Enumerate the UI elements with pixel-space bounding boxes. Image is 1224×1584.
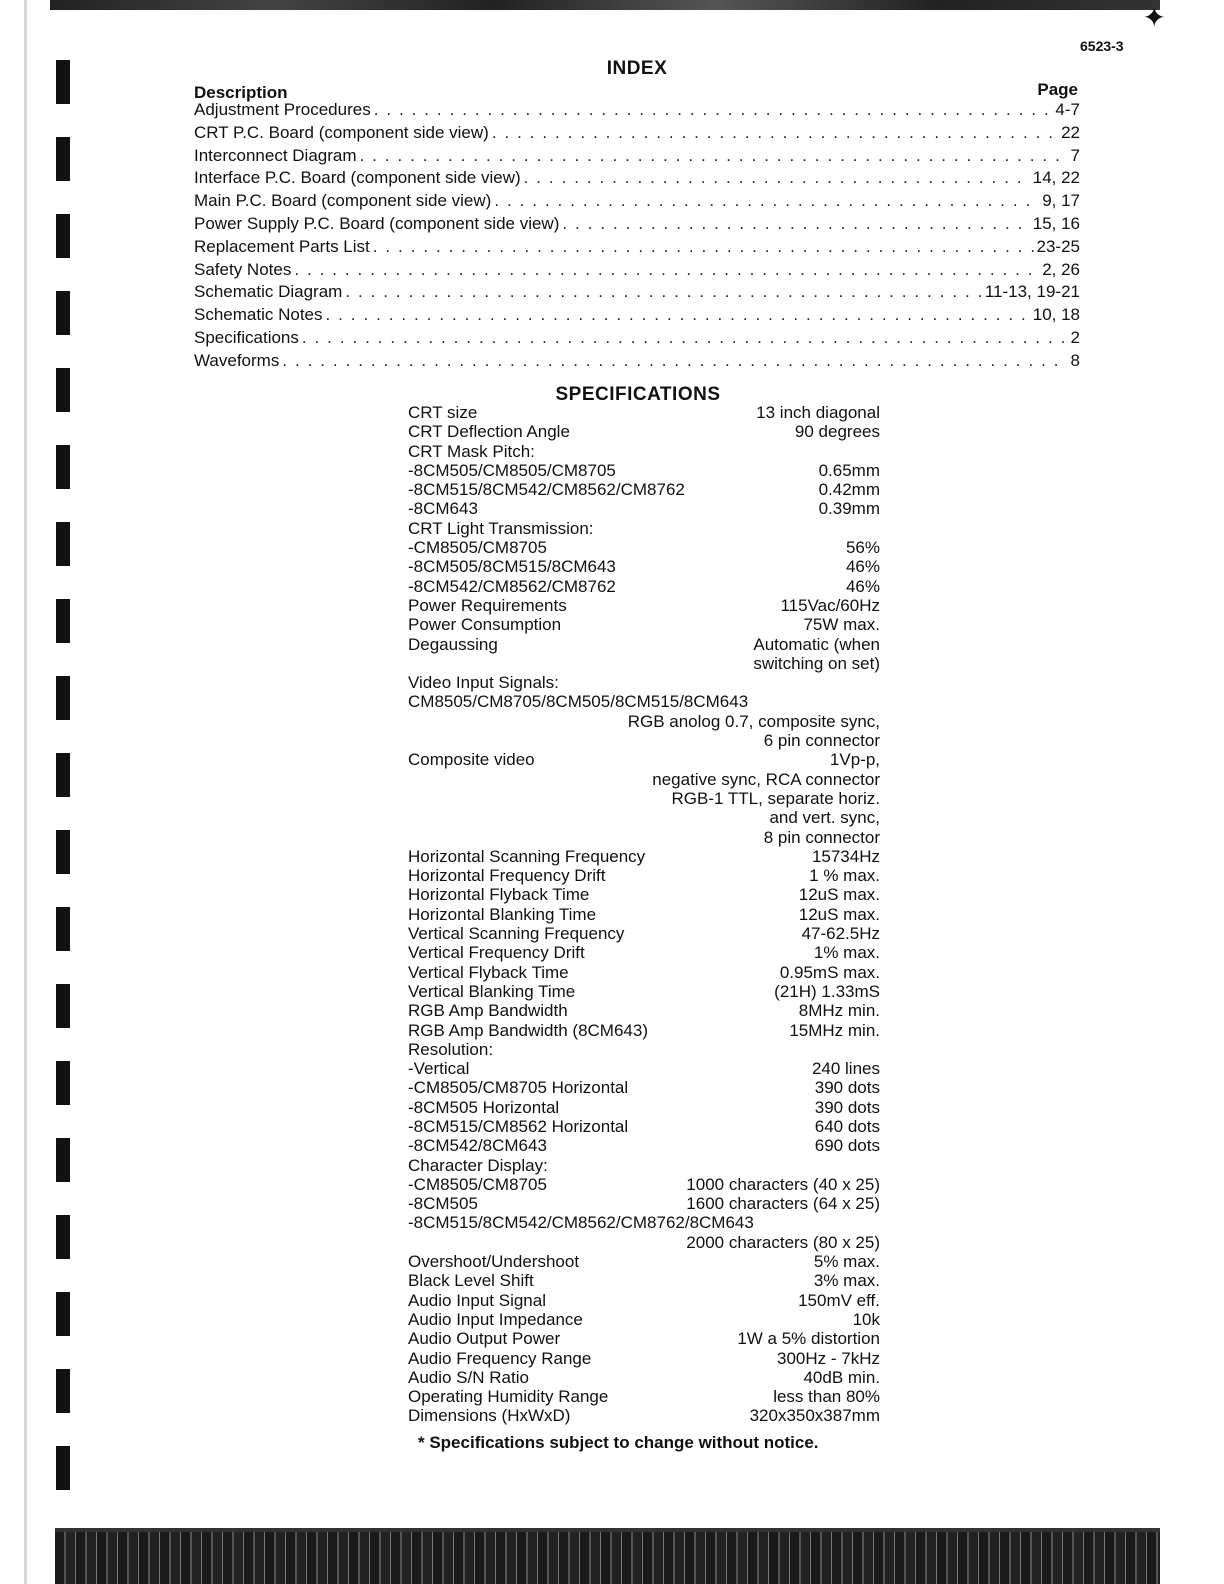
dot-leader [282,351,1067,371]
spec-label: Degaussing [408,634,498,654]
spec-value: 8MHz min. [798,1001,880,1021]
spec-value: 56% [845,538,880,558]
spec-label: -8CM542/8CM643 [408,1136,547,1156]
spec-label: Audio Input Signal [408,1290,546,1310]
spec-label: Operating Humidity Range [408,1387,609,1407]
dot-leader [326,305,1030,325]
spec-label: -CM8505/CM8705 Horizontal [408,1078,629,1098]
spec-label: Black Level Shift [408,1271,534,1291]
spec-row [408,789,880,808]
spec-label: Horizontal Flyback Time [408,885,590,905]
binding-hole [56,830,70,874]
spec-label: Composite video [408,750,535,770]
spec-label: Audio S/N Ratio [408,1367,529,1387]
spec-row [408,750,880,769]
spec-label: CRT size [408,403,478,422]
spec-row [408,808,880,827]
spec-label: Overshoot/Undershoot [408,1252,580,1272]
index-list [194,100,1080,374]
scan-bottom-edge [55,1532,1160,1584]
spec-row [408,712,880,731]
index-entry-description: Waveforms [194,350,280,370]
spec-label: Vertical Flyback Time [408,962,569,982]
index-entry [194,100,1080,123]
spec-row [408,828,880,847]
spec-value: and vert. sync, [769,808,880,828]
spec-value: RGB-1 TTL, separate horiz. [671,788,880,808]
index-entry-description: Schematic Diagram [194,282,343,302]
spec-label: -CM8505/CM8705 [408,538,547,558]
binding-hole [56,1215,70,1259]
spec-row [408,847,880,866]
spec-value: 46% [845,557,880,577]
index-entry-page: 14, 22 [1032,168,1080,188]
dot-leader [562,214,1029,234]
dot-leader [302,328,1068,348]
dot-leader [494,191,1039,211]
spec-label: Resolution: [408,1039,494,1059]
spec-row [408,538,880,557]
binding-hole [56,291,70,335]
binding-hole [56,445,70,489]
binding-hole [56,984,70,1028]
specifications-footnote: * Specifications subject to change without notice. [418,1433,819,1452]
spec-row [408,480,880,499]
spec-label: -8CM505/8CM515/8CM643 [408,557,616,577]
index-entry-page: 4-7 [1055,100,1080,119]
spec-value: 46% [845,576,880,596]
spec-row [408,461,880,480]
corner-fold-icon: ✦ [1142,2,1166,33]
spec-label: Audio Frequency Range [408,1348,592,1368]
spec-label: Vertical Frequency Drift [408,943,585,963]
index-title: INDEX [606,58,668,79]
spec-value: 390 dots [814,1078,880,1098]
index-entry-page: 2 [1070,327,1080,347]
spec-label: -8CM505 Horizontal [408,1097,560,1117]
binding-hole [56,753,70,797]
spec-label: CRT Mask Pitch: [408,441,535,461]
spec-value: negative sync, RCA connector [652,769,880,789]
spec-row [408,905,880,924]
spec-value: 0.39mm [818,499,880,519]
spec-label: -8CM505/CM8505/CM8705 [408,460,616,480]
spec-value: 1000 characters (40 x 25) [686,1174,880,1194]
dot-leader [360,146,1068,166]
spec-value: 12uS max. [798,885,880,905]
spec-row [408,731,880,750]
spec-row [408,1213,880,1232]
index-entry-page: 7 [1070,145,1080,165]
dot-leader [524,168,1030,188]
binding-hole [56,907,70,951]
binding-hole [56,214,70,258]
spec-label: Vertical Blanking Time [408,981,576,1001]
index-entry-page: 22 [1061,122,1080,142]
spec-value: 690 dots [814,1136,880,1156]
spec-row [408,1175,880,1194]
spec-value: 40dB min. [803,1367,880,1387]
spec-value: 8 pin connector [763,827,880,847]
index-entry [194,123,1080,146]
spec-value: 90 degrees [794,422,880,442]
spec-value: RGB anolog 0.7, composite sync, [627,711,880,731]
spec-row [408,615,880,634]
spec-value: 320x350x387mm [749,1406,880,1426]
binding-hole [56,1138,70,1182]
spec-row [408,982,880,1001]
spec-row [408,557,880,576]
dot-leader [492,123,1058,143]
spec-label: Audio Input Impedance [408,1309,583,1329]
spec-row [408,499,880,518]
spec-row [408,1310,880,1329]
index-page-header: Page [1037,80,1078,99]
spec-value: 3% max. [813,1271,880,1291]
binding-hole [56,599,70,643]
spec-row [408,403,880,422]
index-entry-page: 9, 17 [1042,191,1080,211]
spec-value: 1% max. [813,943,880,963]
spec-label: RGB Amp Bandwidth (8CM643) [408,1020,648,1040]
spec-row [408,692,880,711]
spec-label: -Vertical [408,1059,470,1079]
binding-hole [56,1369,70,1413]
index-entry-page: 8 [1070,350,1080,370]
spec-row [408,1021,880,1040]
spec-row [408,1078,880,1097]
spec-value: 300Hz - 7kHz [777,1348,880,1368]
spec-row [408,770,880,789]
spec-row [408,577,880,596]
spec-row [408,1349,880,1368]
spec-value: 1 % max. [809,866,880,886]
spec-row [408,635,880,654]
spec-value: 10k [852,1309,880,1329]
index-entry [194,260,1080,283]
spec-row [408,1406,880,1425]
index-entry-page: 10, 18 [1032,305,1080,325]
spec-row [408,673,880,692]
spec-row [408,963,880,982]
binding-hole [56,1446,70,1490]
spec-row [408,1329,880,1348]
spec-row [408,1001,880,1020]
index-entry-page: 2, 26 [1042,259,1080,279]
spec-row [408,1040,880,1059]
spec-row [408,654,880,673]
spec-label: Video Input Signals: [408,673,559,693]
spec-label: CRT Light Transmission: [408,518,594,538]
spec-row [408,1136,880,1155]
spec-value: (21H) 1.33mS [774,981,880,1001]
spec-label: -8CM542/CM8562/CM8762 [408,576,616,596]
index-entry [194,214,1080,237]
spec-label: Character Display: [408,1155,548,1175]
index-entry-description: Interconnect Diagram [194,145,357,165]
binding-hole [56,1061,70,1105]
index-entry [194,328,1080,351]
dot-leader [294,260,1039,280]
spec-label: -8CM515/8CM542/CM8562/CM8762 [408,480,685,500]
spec-value: 15MHz min. [789,1020,880,1040]
spec-value: 1W a 5% distortion [737,1329,880,1349]
index-entry-description: Schematic Notes [194,305,323,325]
index-entry-description: Safety Notes [194,259,292,279]
index-entry [194,351,1080,374]
index-entry-description: Power Supply P.C. Board (component side view) [194,213,560,233]
spec-value: Automatic (when [753,634,880,654]
spec-label: -8CM515/8CM542/CM8562/CM8762/8CM643 [408,1213,754,1233]
spec-row [408,924,880,943]
spec-value: 6 pin connector [763,731,880,751]
spec-value: switching on set) [753,653,880,673]
spec-row [408,1387,880,1406]
index-entry [194,282,1080,305]
spec-label: -8CM505 [408,1194,478,1214]
index-entry-description: Main P.C. Board (component side view) [194,191,492,211]
spec-row [408,442,880,461]
index-entry-description: Adjustment Procedures [194,100,371,119]
spec-row [408,866,880,885]
spec-value: 150mV eff. [798,1290,880,1310]
document-number: 6523-3 [1080,38,1124,54]
spec-label: Horizontal Frequency Drift [408,866,606,886]
spec-row [408,1233,880,1252]
spec-label: Power Consumption [408,615,562,635]
index-entry [194,191,1080,214]
binding-hole [56,137,70,181]
index-entry-page: 11-13, 19-21 [984,282,1080,302]
index-entry-description: Replacement Parts List [194,236,370,256]
spec-value: 115Vac/60Hz [780,595,880,615]
spec-label: CM8505/CM8705/8CM505/8CM515/8CM643 [408,692,749,712]
spec-value: 240 lines [811,1059,880,1079]
spec-row [408,422,880,441]
spec-value: 0.42mm [818,480,880,500]
scan-left-edge [24,0,27,1584]
spec-value: 47-62.5Hz [801,924,880,944]
spec-row [408,1271,880,1290]
spec-value: 75W max. [803,615,880,635]
spec-value: 0.95mS max. [779,962,880,982]
spec-row [408,519,880,538]
binding-hole [56,522,70,566]
index-entry-page: 15, 16 [1032,213,1080,233]
spec-row [408,1291,880,1310]
index-entry [194,168,1080,191]
spec-value: 2000 characters (80 x 25) [686,1232,880,1252]
index-entry-description: Specifications [194,327,299,347]
index-description-header: Description [194,83,288,102]
spec-value: 15734Hz [811,846,880,866]
spec-label: -8CM515/CM8562 Horizontal [408,1116,629,1136]
spec-row [408,596,880,615]
spec-row [408,1252,880,1271]
spec-value: 1600 characters (64 x 25) [686,1194,880,1214]
spec-label: CRT Deflection Angle [408,422,570,442]
index-entry-description: CRT P.C. Board (component side view) [194,122,489,142]
index-entry [194,237,1080,260]
spec-label: Horizontal Scanning Frequency [408,846,646,866]
spec-value: 1Vp-p, [829,750,880,770]
spec-label: Power Requirements [408,595,567,615]
specifications-list [408,403,880,1426]
index-entry-page: 23-25 [1036,236,1080,256]
spec-value: less than 80% [773,1387,880,1407]
spec-label: -8CM643 [408,499,478,519]
dot-leader [373,237,1034,257]
spec-row [408,1059,880,1078]
binding-hole [56,1292,70,1336]
spec-label: Vertical Scanning Frequency [408,924,625,944]
spec-row [408,1156,880,1175]
dot-leader [345,282,982,302]
spec-label: Horizontal Blanking Time [408,904,597,924]
spec-value: 640 dots [814,1116,880,1136]
spec-value: 5% max. [813,1252,880,1272]
index-entry [194,146,1080,169]
spec-row [408,1117,880,1136]
spec-value: 390 dots [814,1097,880,1117]
spec-label: -CM8505/CM8705 [408,1174,547,1194]
spec-row [408,885,880,904]
spec-value: 0.65mm [818,460,880,480]
index-entry [194,305,1080,328]
scan-top-edge [50,0,1160,10]
specifications-title: SPECIFICATIONS [555,384,721,405]
dot-leader [374,100,1053,120]
index-entry-description: Interface P.C. Board (component side view) [194,168,521,188]
spec-value: 12uS max. [798,904,880,924]
spec-label: Dimensions (HxWxD) [408,1406,571,1426]
spec-label: RGB Amp Bandwidth [408,1001,568,1021]
spec-row [408,1368,880,1387]
spec-value: 13 inch diagonal [756,403,880,422]
binding-hole [56,676,70,720]
spec-row [408,1194,880,1213]
spec-row [408,1098,880,1117]
spec-row [408,943,880,962]
spec-label: Audio Output Power [408,1329,561,1349]
